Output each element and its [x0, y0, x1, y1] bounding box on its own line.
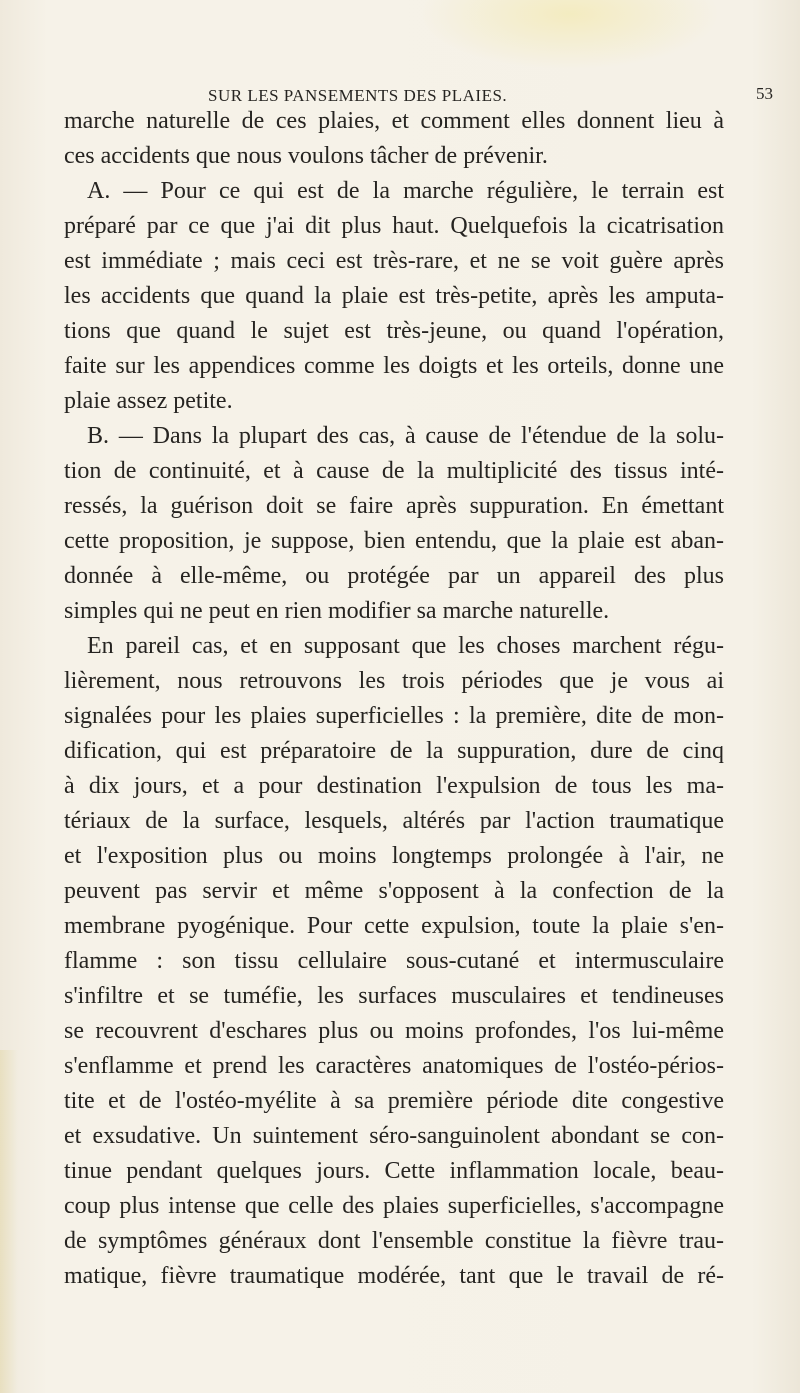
- text-line: signalées pour les plaies superficielles : la première, dite de mon-: [64, 703, 724, 729]
- body-text: [64, 104, 724, 1294]
- text-line: marche naturelle de ces plaies, et comment elles donnent lieu à: [64, 108, 724, 134]
- text-line: ressés, la guérison doit se faire après suppuration. En émettant: [64, 493, 724, 519]
- text-line: tions que quand le sujet est très-jeune, ou quand l'opération,: [64, 318, 724, 344]
- text-line: les accidents que quand la plaie est très-petite, après les amputa-: [64, 283, 724, 309]
- text-line: s'infiltre et se tuméfie, les surfaces musculaires et tendineuses: [64, 983, 724, 1009]
- text-line: de symptômes généraux dont l'ensemble constitue la fièvre trau-: [64, 1228, 724, 1254]
- text-line: membrane pyogénique. Pour cette expulsion, toute la plaie s'en-: [64, 913, 724, 939]
- page-number: 53: [756, 84, 773, 103]
- text-line: cette proposition, je suppose, bien entendu, que la plaie est aban-: [64, 528, 724, 554]
- text-line: et l'exposition plus ou moins longtemps prolongée à l'air, ne: [64, 843, 724, 869]
- text-line: flamme : son tissu cellulaire sous-cutané et intermusculaire: [64, 948, 724, 974]
- text-line: B. — Dans la plupart des cas, à cause de l'étendue de la solu-: [87, 423, 724, 449]
- text-line: préparé par ce que j'ai dit plus haut. Quelquefois la cicatrisation: [64, 213, 724, 239]
- text-line: tinue pendant quelques jours. Cette inflammation locale, beau-: [64, 1158, 724, 1184]
- text-line: dification, qui est préparatoire de la suppuration, dure de cinq: [64, 738, 724, 764]
- text-line: donnée à elle-même, ou protégée par un appareil des plus: [64, 563, 724, 589]
- text-line: se recouvrent d'eschares plus ou moins profondes, l'os lui-même: [64, 1018, 724, 1044]
- text-line: à dix jours, et a pour destination l'expulsion de tous les ma-: [64, 773, 724, 799]
- text-line: plaie assez petite.: [64, 388, 233, 414]
- text-line: ces accidents que nous voulons tâcher de prévenir.: [64, 143, 548, 169]
- text-line: lièrement, nous retrouvons les trois périodes que je vous ai: [64, 668, 724, 694]
- text-line: simples qui ne peut en rien modifier sa marche naturelle.: [64, 598, 610, 624]
- text-line: tériaux de la surface, lesquels, altérés par l'action traumatique: [64, 808, 724, 834]
- text-line: et exsudative. Un suintement séro-sanguinolent abondant se con-: [64, 1123, 724, 1149]
- text-line: faite sur les appendices comme les doigts et les orteils, donne une: [64, 353, 724, 379]
- text-line: tite et de l'ostéo-myélite à sa première période dite congestive: [64, 1088, 724, 1114]
- text-line: s'enflamme et prend les caractères anatomiques de l'ostéo-périos-: [64, 1053, 724, 1079]
- text-line: peuvent pas servir et même s'opposent à la confection de la: [64, 878, 724, 904]
- text-line: A. — Pour ce qui est de la marche régulière, le terrain est: [87, 178, 724, 204]
- text-line: matique, fièvre traumatique modérée, tant que le travail de ré-: [64, 1263, 724, 1289]
- text-line: coup plus intense que celle des plaies superficielles, s'accompagne: [64, 1193, 724, 1219]
- running-header: SUR LES PANSEMENTS DES PLAIES.: [208, 86, 508, 105]
- text-line: est immédiate ; mais ceci est très-rare, et ne se voit guère après: [64, 248, 724, 274]
- text-line: En pareil cas, et en supposant que les choses marchent régu-: [87, 633, 724, 659]
- page-edge-shading: [0, 1050, 18, 1393]
- text-line: tion de continuité, et à cause de la multiplicité des tissus inté-: [64, 458, 724, 484]
- paper-stain: [420, 0, 720, 70]
